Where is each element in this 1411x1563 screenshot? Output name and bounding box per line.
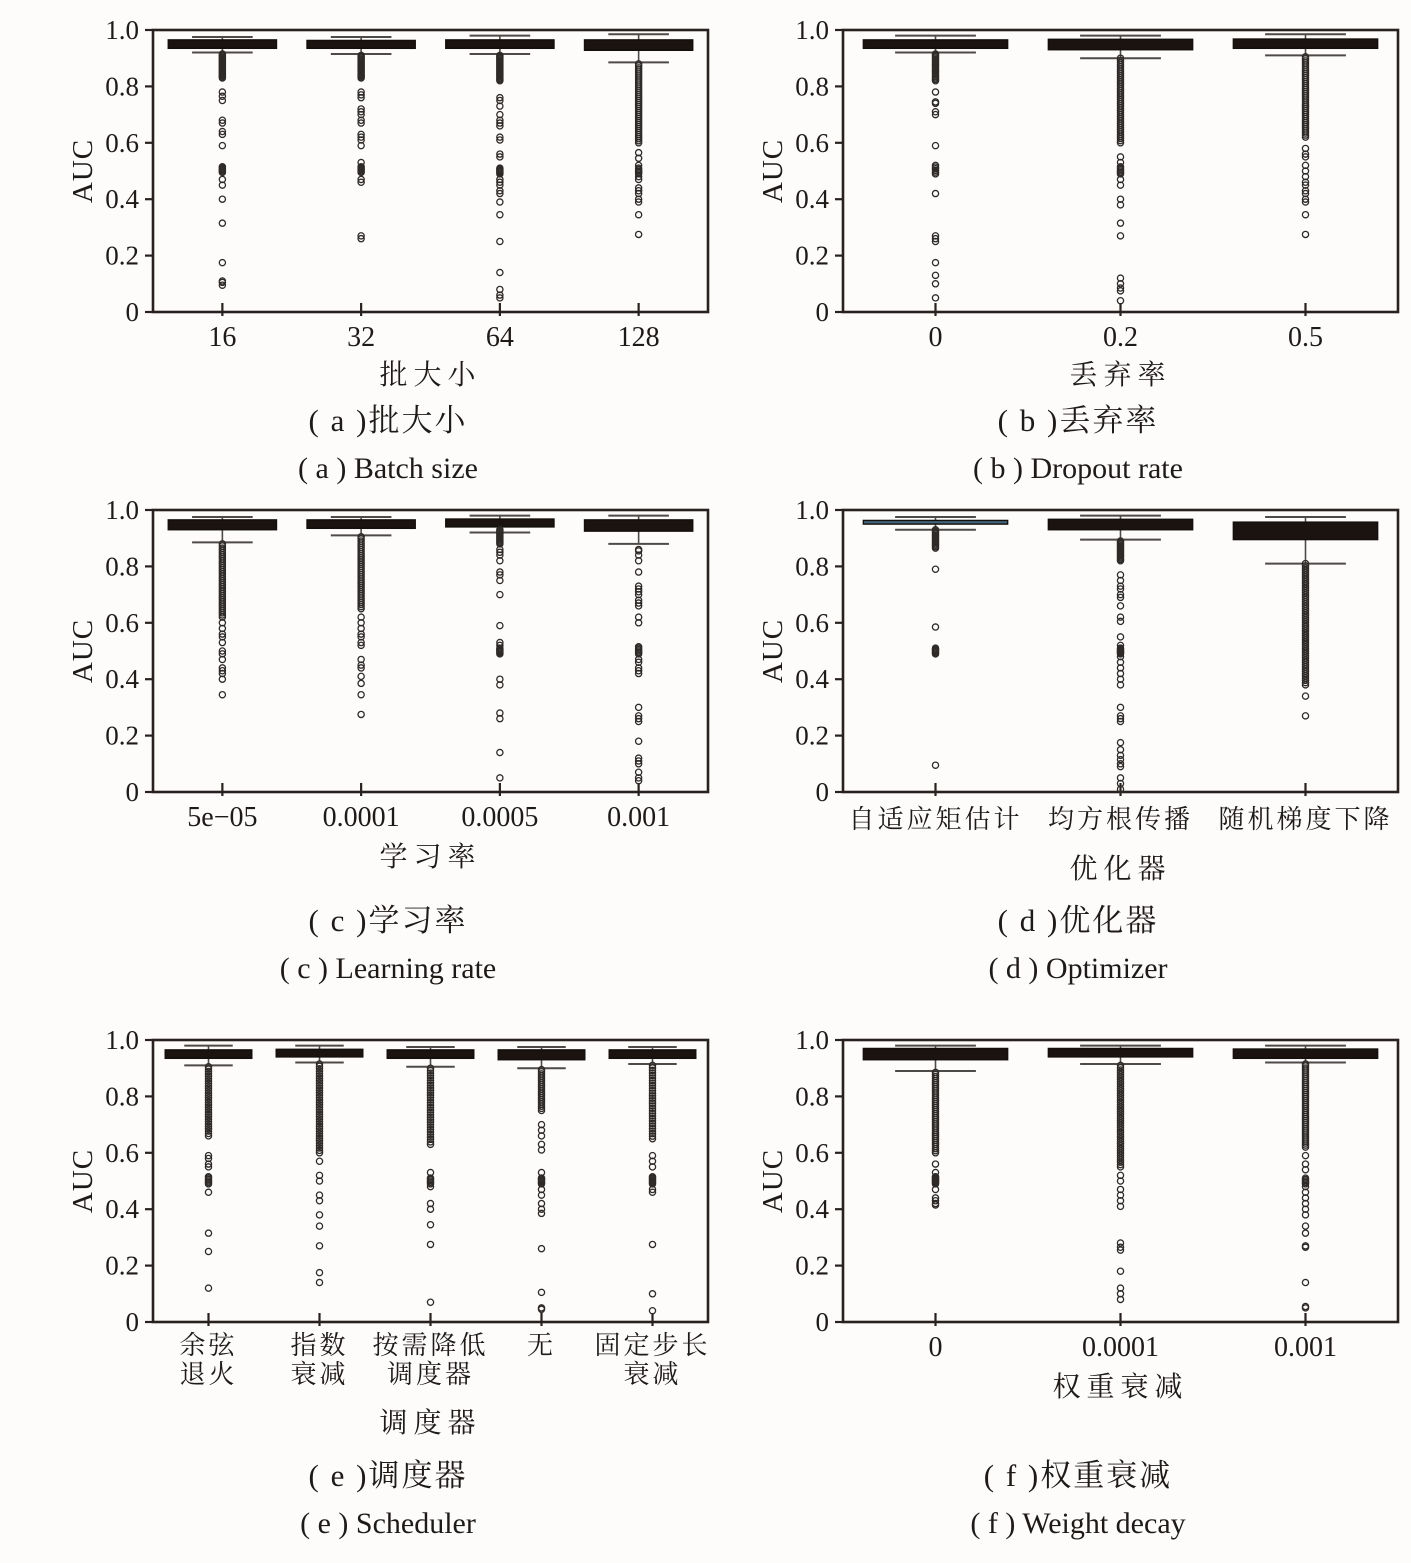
boxplot-c [58, 492, 718, 892]
svg-text:随机梯度下降: 随机梯度下降 [1218, 805, 1393, 834]
boxplot-e [58, 1022, 718, 1447]
svg-text:0.8: 0.8 [105, 1081, 139, 1112]
svg-text:0: 0 [815, 1307, 829, 1337]
svg-text:64: 64 [485, 322, 514, 353]
chart-e-scheduler [58, 1022, 718, 1452]
svg-text:0.001: 0.001 [1274, 1332, 1337, 1363]
chart-f-weight-decay [748, 1022, 1408, 1452]
panel-a [58, 12, 718, 486]
boxplot-a [58, 12, 718, 392]
svg-text:32: 32 [347, 322, 376, 353]
svg-text:0.2: 0.2 [795, 240, 829, 271]
svg-text:0.2: 0.2 [105, 240, 139, 271]
svg-text:0.8: 0.8 [105, 71, 139, 102]
svg-text:指数: 指数 [290, 1331, 349, 1360]
svg-text:AUC: AUC [757, 138, 789, 204]
svg-text:0.6: 0.6 [105, 1137, 139, 1168]
svg-text:0.2: 0.2 [105, 720, 139, 751]
panel-c [58, 492, 718, 986]
svg-text:按需降低: 按需降低 [372, 1331, 489, 1360]
svg-text:无: 无 [526, 1331, 557, 1360]
svg-text:1.0: 1.0 [795, 15, 829, 45]
svg-text:0.4: 0.4 [795, 184, 829, 215]
svg-text:0: 0 [125, 297, 139, 327]
svg-text:权重衰减: 权重衰减 [1052, 1372, 1189, 1403]
chart-b-dropout-rate [748, 12, 1408, 397]
panel-d [748, 492, 1408, 986]
svg-text:5e−05: 5e−05 [187, 802, 258, 833]
svg-text:退火: 退火 [179, 1360, 238, 1389]
caption-a-en: ( a ) Batch size [298, 451, 478, 485]
svg-text:0.2: 0.2 [795, 720, 829, 751]
svg-text:0: 0 [815, 777, 829, 807]
caption-d-zh: ( d )优化器 [997, 903, 1159, 938]
caption-a-zh: ( a )批大小 [308, 403, 468, 438]
svg-text:0.6: 0.6 [105, 127, 139, 158]
svg-text:批大小: 批大小 [379, 360, 482, 391]
svg-text:1.0: 1.0 [105, 15, 139, 45]
caption-e-zh: ( e )调度器 [308, 1458, 468, 1493]
svg-text:0.6: 0.6 [795, 1137, 829, 1168]
svg-text:0.8: 0.8 [795, 1081, 829, 1112]
svg-text:丢弃率: 丢弃率 [1069, 360, 1172, 391]
svg-text:1.0: 1.0 [795, 495, 829, 525]
svg-text:0: 0 [125, 777, 139, 807]
caption-b-en: ( b ) Dropout rate [973, 451, 1183, 485]
svg-text:0.6: 0.6 [795, 607, 829, 638]
svg-text:0.6: 0.6 [105, 607, 139, 638]
svg-text:AUC: AUC [67, 618, 99, 684]
svg-text:自适应矩估计: 自适应矩估计 [848, 805, 1023, 834]
svg-text:16: 16 [208, 322, 237, 353]
caption-d-en: ( d ) Optimizer [988, 951, 1168, 985]
svg-text:0.8: 0.8 [795, 71, 829, 102]
panel-f [748, 1022, 1408, 1541]
panel-b [748, 12, 1408, 486]
svg-text:固定步长: 固定步长 [594, 1331, 711, 1360]
svg-text:128: 128 [617, 322, 660, 353]
svg-text:0.4: 0.4 [795, 664, 829, 695]
svg-text:AUC: AUC [67, 1148, 99, 1214]
svg-text:0: 0 [928, 1332, 943, 1363]
svg-text:衰减: 衰减 [290, 1360, 349, 1389]
boxplot-d [748, 492, 1408, 892]
svg-text:0.4: 0.4 [795, 1194, 829, 1225]
svg-text:0: 0 [928, 322, 943, 353]
caption-b-zh: ( b )丢弃率 [997, 403, 1159, 438]
svg-text:0.2: 0.2 [795, 1250, 829, 1281]
svg-text:余弦: 余弦 [179, 1331, 238, 1360]
chart-d-optimizer [748, 492, 1408, 897]
svg-text:0.2: 0.2 [105, 1250, 139, 1281]
caption-f-en: ( f ) Weight decay [970, 1506, 1186, 1540]
svg-text:0.4: 0.4 [105, 184, 139, 215]
svg-text:AUC: AUC [67, 138, 99, 204]
svg-text:0.4: 0.4 [105, 664, 139, 695]
chart-a-batch-size [58, 12, 718, 397]
svg-text:均方根传播: 均方根传播 [1047, 805, 1194, 834]
svg-text:衰减: 衰减 [623, 1360, 682, 1389]
svg-text:AUC: AUC [757, 1148, 789, 1214]
svg-text:0.001: 0.001 [607, 802, 671, 833]
chart-c-learning-rate [58, 492, 718, 897]
boxplot-f [748, 1022, 1408, 1447]
caption-e-en: ( e ) Scheduler [300, 1506, 476, 1540]
svg-text:1.0: 1.0 [795, 1025, 829, 1055]
svg-text:0.2: 0.2 [1103, 322, 1138, 353]
svg-text:0.8: 0.8 [795, 551, 829, 582]
svg-text:0.8: 0.8 [105, 551, 139, 582]
svg-text:1.0: 1.0 [105, 1025, 139, 1055]
svg-text:AUC: AUC [757, 618, 789, 684]
svg-text:0.5: 0.5 [1288, 322, 1323, 353]
svg-text:0.4: 0.4 [105, 1194, 139, 1225]
boxplot-b [748, 12, 1408, 392]
svg-text:调度器: 调度器 [386, 1360, 475, 1389]
svg-text:学习率: 学习率 [379, 842, 482, 873]
svg-text:1.0: 1.0 [105, 495, 139, 525]
caption-c-en: ( c ) Learning rate [279, 951, 497, 985]
svg-text:0: 0 [125, 1307, 139, 1337]
panel-e [58, 1022, 718, 1541]
svg-text:0.6: 0.6 [795, 127, 829, 158]
svg-text:0.0005: 0.0005 [461, 802, 539, 833]
caption-c-zh: ( c )学习率 [308, 903, 468, 938]
svg-text:优化器: 优化器 [1069, 854, 1172, 885]
svg-text:调度器: 调度器 [379, 1408, 482, 1439]
svg-text:0.0001: 0.0001 [322, 802, 400, 833]
svg-text:0.0001: 0.0001 [1082, 1332, 1159, 1363]
caption-f-zh: ( f )权重衰减 [983, 1458, 1173, 1493]
svg-text:0: 0 [815, 297, 829, 327]
